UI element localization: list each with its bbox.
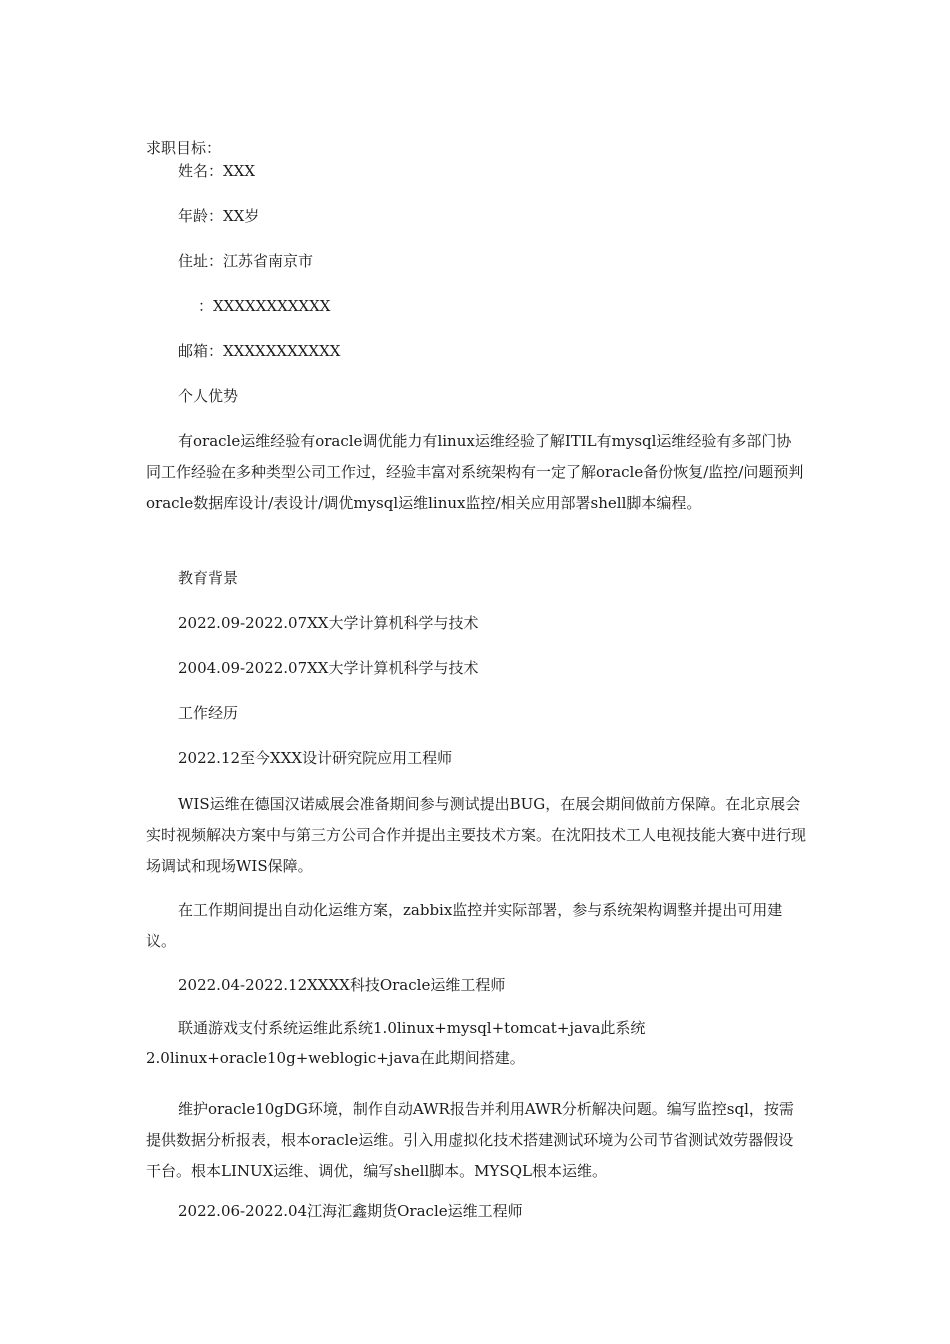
job1-title: 2022.12至今XXX设计研究院应用工程师: [178, 749, 453, 767]
address-line: 住址：江苏省南京市: [178, 252, 314, 270]
job2-description-2: 维护oracle10gDG环境，制作自动AWR报告并利用AWR分析解决问题。编写监控sql，按需提供数据分析报表，根本oracle运维。引入用虚拟化技术搭建测试环境为公司节省测试效劳器假设干台。根本LINUX运维、调优，编写shell脚本。MYSQL根本运维。: [146, 1100, 794, 1180]
strengths-body: 有oracle运维经验有oracle调优能力有linux运维经验了解ITIL有mysql运维经验有多部门协同工作经验在多种类型公司工作过，经验丰富对系统架构有一定了解oracle备份恢复/监控/问题预判oracle数据库设计/表设计/调优mysql运维linux监控/相关应用部署shell脚本编程。: [146, 432, 804, 512]
job2-description-1-line2: 2.0linux+oracle10g+weblogic+java在此期间搭建。: [146, 1049, 525, 1067]
email-line: 邮箱：XXXXXXXXXXX: [178, 342, 341, 360]
strengths-heading: 个人优势: [178, 387, 239, 405]
work-heading: 工作经历: [178, 704, 239, 722]
job1-description-2: 在工作期间提出自动化运维方案，zabbix监控并实际部署，参与系统架构调整并提出可用建议。: [146, 901, 783, 950]
objective-label: 求职目标：: [146, 139, 222, 157]
phone-line: ：XXXXXXXXXXX: [198, 297, 331, 315]
job1-description-1: WIS运维在德国汉诺威展会准备期间参与测试提出BUG，在展会期间做前方保障。在北京展会实时视频解决方案中与第三方公司合作并提出主要技术方案。在沈阳技术工人电视技能大赛中进行现场调试和现场WIS保障。: [146, 795, 807, 875]
education-entry-2: 2004.09-2022.07XX大学计算机科学与技术: [178, 659, 479, 677]
job2-title: 2022.04-2022.12XXXX科技Oracle运维工程师: [178, 976, 506, 994]
job2-description-1-line1: 联通游戏支付系统运维此系统1.0linux+mysql+tomcat+java此系统: [178, 1019, 646, 1037]
education-heading: 教育背景: [178, 569, 239, 587]
education-entry-1: 2022.09-2022.07XX大学计算机科学与技术: [178, 614, 479, 632]
age-line: 年龄：XX岁: [178, 207, 260, 225]
name-line: 姓名：XXX: [178, 162, 256, 180]
job3-title: 2022.06-2022.04江海汇鑫期货Oracle运维工程师: [178, 1202, 523, 1220]
